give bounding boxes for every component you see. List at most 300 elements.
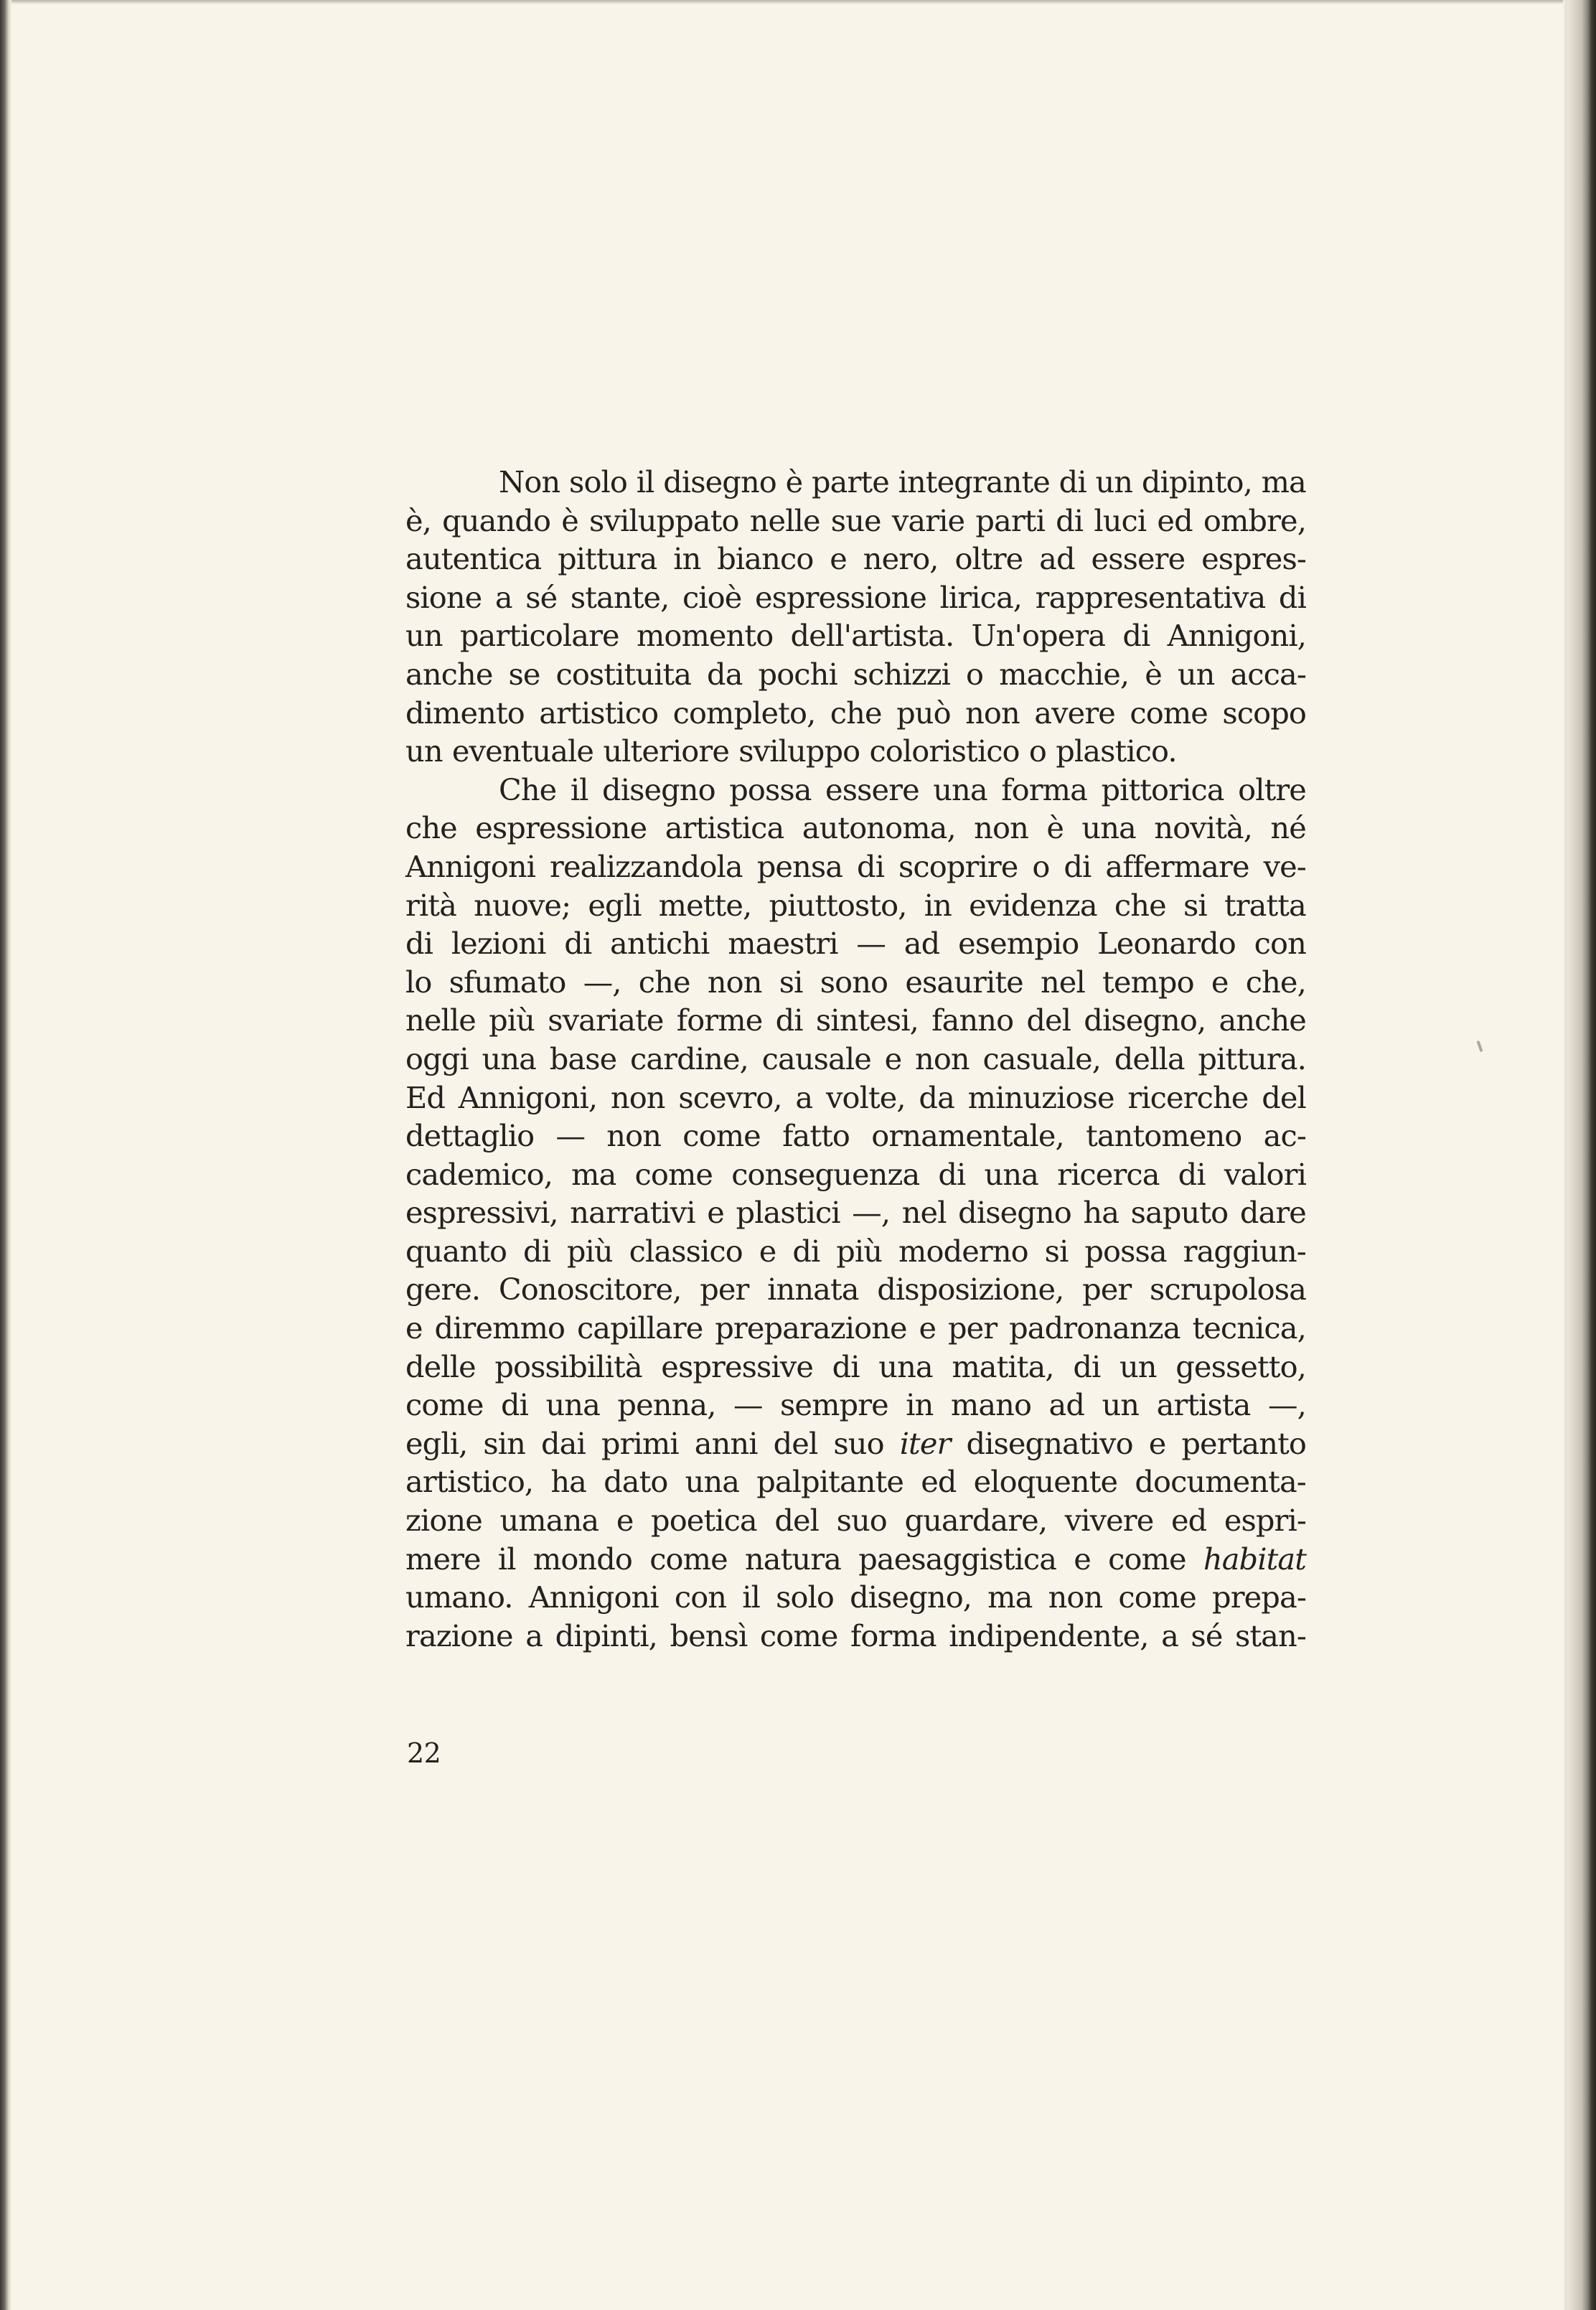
word: palpitante [756, 1464, 904, 1500]
word: sviluppo [738, 733, 860, 769]
word: autentica [405, 541, 542, 577]
text-line [405, 771, 1306, 809]
word: egli [588, 887, 642, 923]
word: si [1183, 887, 1207, 923]
word: non [1048, 1579, 1103, 1615]
word: iter [899, 1425, 951, 1461]
word: classico [629, 1233, 743, 1269]
word: disegno [602, 771, 715, 807]
word: cioè [682, 579, 742, 615]
word: rappresentativa [1035, 579, 1266, 615]
word: varie [891, 502, 965, 538]
word: indipendente, [949, 1618, 1149, 1653]
text-line [405, 1079, 1306, 1117]
word: plastico. [1056, 733, 1177, 769]
word: ad [903, 926, 940, 962]
word: ac- [1263, 1118, 1306, 1154]
word: una [685, 1464, 740, 1500]
word: più [566, 1233, 613, 1269]
word: una [1081, 810, 1136, 846]
word: vivere [1064, 1503, 1154, 1539]
word: ad [1048, 1387, 1085, 1423]
word: per [1082, 1272, 1132, 1307]
word: un [1177, 656, 1215, 692]
word: una [482, 1041, 536, 1076]
word: se [508, 656, 540, 692]
word: tempo [1102, 964, 1194, 1000]
word: umano. [405, 1579, 513, 1615]
word: plastici [736, 1195, 840, 1231]
word: artistico [539, 695, 659, 731]
word: disegno [958, 1195, 1071, 1231]
word: scevro, [678, 1079, 782, 1115]
word: disegno, [850, 1579, 972, 1615]
word: non [606, 1118, 662, 1154]
word: di [500, 1387, 529, 1423]
word: parte [811, 464, 889, 499]
word: per [700, 1272, 749, 1307]
word: cademico, [405, 1156, 553, 1192]
word: particolare [459, 618, 619, 654]
word: di [1073, 1348, 1101, 1384]
word: ombre, [1203, 502, 1306, 538]
word: dettaglio [405, 1118, 535, 1154]
word: di [1056, 502, 1084, 538]
word: eloquente [973, 1464, 1118, 1500]
word: documenta- [1135, 1464, 1306, 1500]
word: pertanto [1181, 1425, 1306, 1461]
text-line [405, 1155, 1306, 1194]
word: nelle [405, 1003, 476, 1038]
word: disposizione, [877, 1272, 1064, 1307]
text-line [405, 1040, 1306, 1079]
text-line [405, 1578, 1306, 1617]
word: e [405, 1310, 423, 1346]
text-line [405, 1270, 1306, 1309]
word: —, [583, 964, 621, 1000]
word: stan- [1235, 1618, 1306, 1653]
word: né [1270, 810, 1306, 846]
word: disegno, [1084, 1003, 1206, 1038]
word: natura [744, 1541, 842, 1577]
word: che [405, 810, 457, 846]
word: evidenza [969, 887, 1097, 923]
word: sé [525, 579, 558, 615]
word: non [915, 1041, 970, 1076]
word: espres- [1201, 541, 1306, 577]
word: possa [729, 771, 812, 807]
word: quando [442, 502, 551, 538]
text-line [405, 655, 1306, 694]
word: in [906, 1387, 934, 1423]
word: ulteriore [603, 733, 729, 769]
word: causale [761, 1041, 871, 1076]
word: è [785, 464, 803, 499]
word: dell'artista. [790, 618, 954, 654]
word: innata [767, 1272, 859, 1307]
word: nelle [749, 502, 820, 538]
word: ha [550, 1464, 586, 1500]
word: non [974, 810, 1028, 846]
word: suo [833, 1425, 884, 1461]
word: primi [601, 1425, 679, 1461]
word: un [405, 733, 443, 769]
word: —, [1267, 1387, 1306, 1423]
binding-edge [0, 0, 11, 2310]
word: Leonardo [1097, 926, 1236, 962]
text-line [405, 694, 1306, 733]
word: il [636, 464, 654, 499]
paragraph [405, 771, 1306, 1656]
word: del [774, 1503, 820, 1539]
word: più [836, 1233, 883, 1269]
word: antichi [610, 926, 710, 962]
word: una [545, 1387, 600, 1423]
word: —, [852, 1195, 891, 1231]
word: anche [1219, 1003, 1306, 1038]
text-line [405, 1386, 1306, 1424]
word: — [733, 1387, 763, 1423]
word: minuziose [967, 1079, 1114, 1115]
word: o [1028, 733, 1046, 769]
text-line [405, 886, 1306, 925]
word: essere [1091, 541, 1186, 577]
word: del [1262, 1079, 1306, 1115]
word: completo, [672, 695, 816, 731]
word: di [1278, 579, 1306, 615]
word: tantomeno [1086, 1118, 1242, 1154]
word: come [1118, 1579, 1196, 1615]
word: eventuale [451, 733, 594, 769]
word: e [919, 1310, 937, 1346]
word: in [924, 887, 952, 923]
text-line [405, 1309, 1306, 1348]
word: luci [1094, 502, 1147, 538]
word: e [1074, 1541, 1091, 1577]
word: gere. [405, 1272, 481, 1307]
text-line [405, 502, 1306, 540]
word: da [919, 1079, 954, 1115]
word: è, [405, 502, 431, 538]
word: disegno [663, 464, 776, 499]
word: volte, [825, 1079, 906, 1115]
word: maestri [728, 926, 838, 962]
word: ha [1083, 1195, 1119, 1231]
word: — [555, 1118, 586, 1154]
word: nero, [863, 541, 939, 577]
word: saputo [1130, 1195, 1229, 1231]
word: il [497, 1541, 516, 1577]
word: Conoscitore, [498, 1272, 682, 1307]
word: a [525, 1618, 543, 1653]
word: dai [541, 1425, 586, 1461]
word: di [775, 1003, 803, 1038]
word: dimento [405, 695, 525, 731]
word: espri- [1224, 1503, 1306, 1539]
word: del [1026, 1003, 1071, 1038]
word: matita, [952, 1348, 1054, 1384]
word: acca- [1230, 656, 1306, 692]
word: di [564, 926, 592, 962]
word: Che [499, 771, 557, 807]
word: o [1032, 848, 1050, 884]
word: è [561, 502, 578, 538]
word: Annigoni, [1167, 618, 1306, 654]
word: che [830, 695, 882, 731]
word: dipinto, [1141, 464, 1252, 499]
word: sé [1191, 1618, 1223, 1653]
word: realizzandola [550, 848, 743, 884]
paragraph [405, 463, 1306, 771]
word: ornamentale, [871, 1118, 1064, 1154]
word: è [1145, 656, 1162, 692]
word: mondo [532, 1541, 632, 1577]
word: habitat [1203, 1541, 1306, 1577]
word: valori [1224, 1156, 1306, 1192]
word: di [1178, 1156, 1206, 1192]
word: in [673, 541, 701, 577]
word: lirica, [939, 579, 1023, 615]
word: sione [405, 579, 482, 615]
word: possibilità [494, 1348, 642, 1384]
word: di [832, 1348, 860, 1384]
word: pittorica [1101, 771, 1224, 807]
text-line [405, 1462, 1306, 1501]
word: il [570, 771, 588, 807]
word: sviluppato [589, 502, 739, 538]
word: artista [1156, 1387, 1251, 1423]
word: come [405, 1387, 484, 1423]
word: a [494, 579, 512, 615]
word: stante, [570, 579, 670, 615]
page-number: 22 [407, 1737, 441, 1769]
text-line [405, 616, 1306, 655]
word: scopo [1222, 695, 1306, 731]
word: parti [975, 502, 1045, 538]
word: casuale, [982, 1041, 1102, 1076]
word: anni [694, 1425, 758, 1461]
word: espressione [754, 579, 927, 615]
word: espressione [475, 810, 647, 846]
word: umana [499, 1503, 599, 1539]
word: moderno [898, 1233, 1028, 1269]
word: forma [850, 1618, 937, 1653]
word: scoprire [898, 848, 1018, 884]
word: di [938, 1156, 966, 1192]
word: nel [901, 1195, 947, 1231]
word: padronanza [1009, 1310, 1180, 1346]
word: ed [1170, 1503, 1207, 1539]
word: macchie, [999, 656, 1130, 692]
word: come [1130, 695, 1208, 731]
word: come [1108, 1541, 1186, 1577]
word: coloristico [869, 733, 1020, 769]
word: un [1119, 1348, 1157, 1384]
word: essere [825, 771, 919, 807]
word: disegnativo [966, 1425, 1133, 1461]
text-line [405, 848, 1306, 886]
text-line [405, 1001, 1306, 1040]
text-line [405, 463, 1306, 502]
word: novità, [1154, 810, 1253, 846]
word: non [610, 1079, 665, 1115]
word: di [1064, 848, 1092, 884]
word: pittura [558, 541, 657, 577]
word: suo [836, 1503, 887, 1539]
page-fore-edge [1563, 0, 1596, 2310]
word: come [634, 1156, 713, 1192]
word: Non [499, 464, 560, 499]
word: sin [483, 1425, 525, 1461]
text-line [405, 578, 1306, 617]
word: conseguenza [731, 1156, 920, 1192]
word: esaurite [905, 964, 1023, 1000]
word: di [1122, 618, 1150, 654]
word: o [966, 656, 984, 692]
word: come [649, 1541, 728, 1577]
word: quanto [405, 1233, 507, 1269]
word: un [1095, 464, 1133, 499]
word: una [984, 1156, 1039, 1192]
word: sintesi, [815, 1003, 919, 1038]
text-line [405, 1540, 1306, 1579]
word: il [742, 1579, 760, 1615]
word: del [773, 1425, 818, 1461]
word: a [1161, 1618, 1178, 1653]
word: capillare [576, 1310, 703, 1346]
word: zione [405, 1503, 482, 1539]
word: prepa- [1212, 1579, 1306, 1615]
word: una [878, 1348, 933, 1384]
word: artistica [665, 810, 784, 846]
word: dare [1239, 1195, 1306, 1231]
word: come [759, 1618, 838, 1653]
word: nel [1040, 964, 1085, 1000]
word: scrupolosa [1149, 1272, 1306, 1307]
text-line [405, 540, 1306, 578]
word: Annigoni [405, 848, 536, 884]
word: raggiun- [1183, 1233, 1306, 1269]
word: non [965, 695, 1020, 731]
word: Un'opera [971, 618, 1106, 654]
word: è [1046, 810, 1064, 846]
word: forma [1001, 771, 1087, 807]
word: guardare, [904, 1503, 1048, 1539]
word: rità [405, 887, 456, 923]
word: più [489, 1003, 535, 1038]
text-line [405, 963, 1306, 1002]
word: pochi [758, 656, 837, 692]
word: da [707, 656, 743, 692]
word: anche [405, 656, 493, 692]
word: con [1254, 926, 1306, 962]
word: e [616, 1503, 634, 1539]
word: come [682, 1118, 761, 1154]
word: lezioni [451, 926, 546, 962]
paper-speck [1476, 1041, 1483, 1052]
word: paesaggistica [858, 1541, 1057, 1577]
word: di [522, 1233, 550, 1269]
text-line [405, 1193, 1306, 1232]
word: schizzi [853, 656, 951, 692]
word: ma [1261, 464, 1306, 499]
word: artistico, [405, 1464, 534, 1500]
word: forme [676, 1003, 763, 1038]
word: per [948, 1310, 998, 1346]
word: ed [921, 1464, 957, 1500]
word: oggi [405, 1041, 469, 1076]
word: di [792, 1233, 820, 1269]
word: cardine, [629, 1041, 748, 1076]
word: si [779, 964, 803, 1000]
word: ma [987, 1579, 1033, 1615]
word: sue [830, 502, 881, 538]
word: nuove; [474, 887, 571, 923]
word: e [1211, 964, 1229, 1000]
word: mere [405, 1541, 481, 1577]
word: piuttosto, [769, 887, 907, 923]
text-line [405, 1501, 1306, 1540]
word: delle [405, 1348, 476, 1384]
word: oltre [1238, 771, 1306, 807]
word: mette, [658, 887, 752, 923]
word: di [405, 926, 433, 962]
word: a [795, 1079, 813, 1115]
word: possa [1084, 1233, 1167, 1269]
word: momento [636, 618, 774, 654]
text-line [405, 1348, 1306, 1386]
word: fanno [931, 1003, 1014, 1038]
word: pittura. [1198, 1041, 1306, 1076]
word: ad [1039, 541, 1075, 577]
word: razione [405, 1618, 513, 1653]
word: integrante [898, 464, 1050, 499]
page-top-edge [0, 0, 1596, 4]
word: ve- [1263, 848, 1306, 884]
word: Ed [405, 1079, 446, 1115]
word: e [884, 1041, 902, 1076]
word: una [933, 771, 987, 807]
word: fatto [782, 1118, 850, 1154]
word: sono [820, 964, 888, 1000]
word: solo [776, 1579, 835, 1615]
word: base [549, 1041, 617, 1076]
word: e [707, 1195, 724, 1231]
word: sempre [780, 1387, 888, 1423]
word: Annigoni [528, 1579, 659, 1615]
word: svariate [548, 1003, 664, 1038]
text-line [405, 924, 1306, 963]
word: che, [1245, 964, 1306, 1000]
word: esempio [958, 926, 1079, 962]
word: dato [604, 1464, 668, 1500]
word: egli, [405, 1425, 468, 1461]
word: pensa [756, 848, 843, 884]
word: affermare [1105, 848, 1249, 884]
word: sfumato [449, 964, 566, 1000]
body-text [405, 463, 1306, 1655]
word: espressivi, [405, 1195, 558, 1231]
word: gessetto, [1175, 1348, 1306, 1384]
word: penna, [617, 1387, 716, 1423]
word: oltre [954, 541, 1023, 577]
word: preparazione [715, 1310, 907, 1346]
word: autonoma, [802, 810, 956, 846]
word: mano [950, 1387, 1032, 1423]
text-line [405, 732, 1306, 771]
page-fore-edge-highlight [1565, 0, 1567, 2310]
text-line [405, 1424, 1306, 1463]
